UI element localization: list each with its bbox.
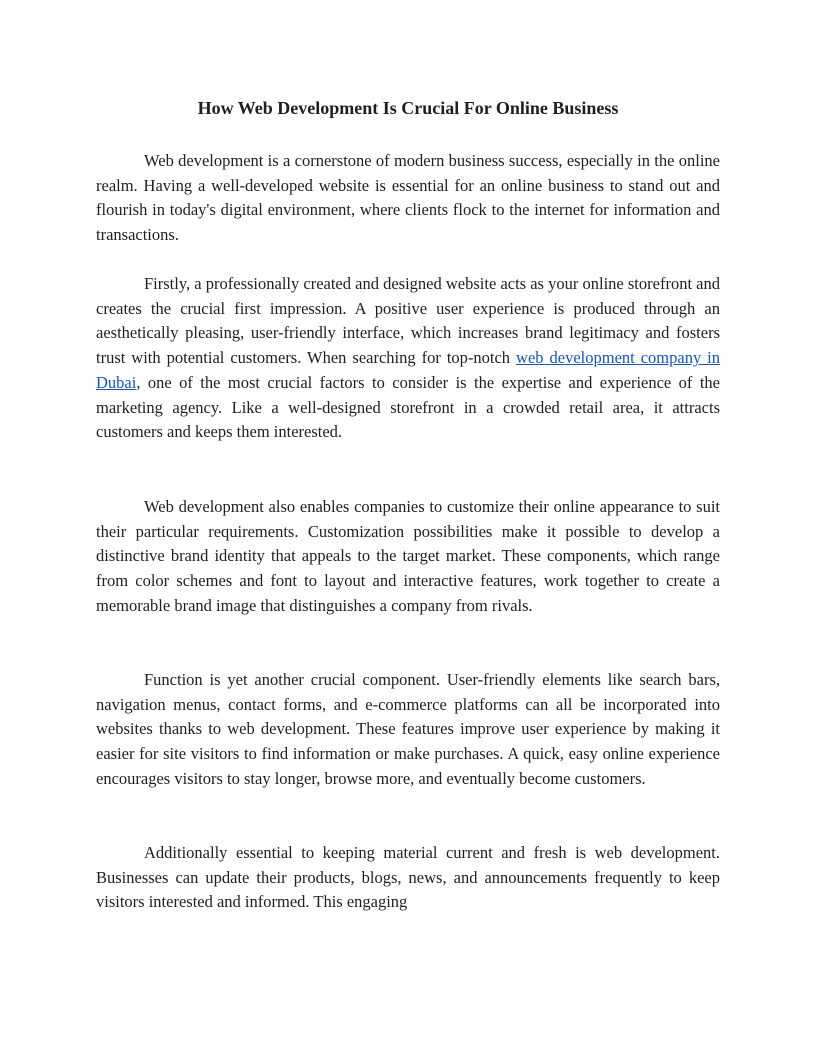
paragraph-storefront-text-after: , one of the most crucial factors to consider is the expertise and experience of the marketing agency. Like a well-designed storefront in a crowded retail area, it attracts customers and keeps them interested. [96,372,720,442]
paragraph-storefront [96,272,720,445]
paragraph-updates: Additionally essential to keeping material current and fresh is web development. Businesses can update their products, blogs, news, and announcements frequently to keep visitors interested and informed. This engaging [96,843,720,912]
paragraph-customization: Web development also enables companies to customize their online appearance to suit their particular requirements. Customization possibilities make it possible to develop a distinctive brand identity that appeals to the target market. These components, which range from color schemes and font to layout and interactive features, work together to create a memorable brand image that distinguishes a company from rivals. [96,497,720,615]
paragraph-function: Function is yet another crucial component. User-friendly elements like search bars, navigation menus, contact forms, and e-commerce platforms can all be incorporated into websites thanks to web development. These features improve user experience by making it easier for site visitors to find information or make purchases. A quick, easy online experience encourages visitors to stay longer, browse more, and eventually become customers. [96,670,720,788]
web-development-company-link[interactable]: web development company in Dubai [96,348,721,392]
document-title: How Web Development Is Crucial For Online Business [197,98,619,118]
paragraph-intro: Web development is a cornerstone of modern business success, especially in the online realm. Having a well-developed website is essential for an online business to stand out and flourish in today's digital environment, where clients flock to the internet for information and transactions. [96,151,720,245]
paragraph-storefront-text-before: Firstly, a professionally created and designed website acts as your online storefront and creates the crucial first impression. A positive user experience is produced through an aesthetically pleasing, user-friendly interface, which increases brand legitimacy and fosters trust with potential customers. When searching for top-notch [96,274,720,368]
